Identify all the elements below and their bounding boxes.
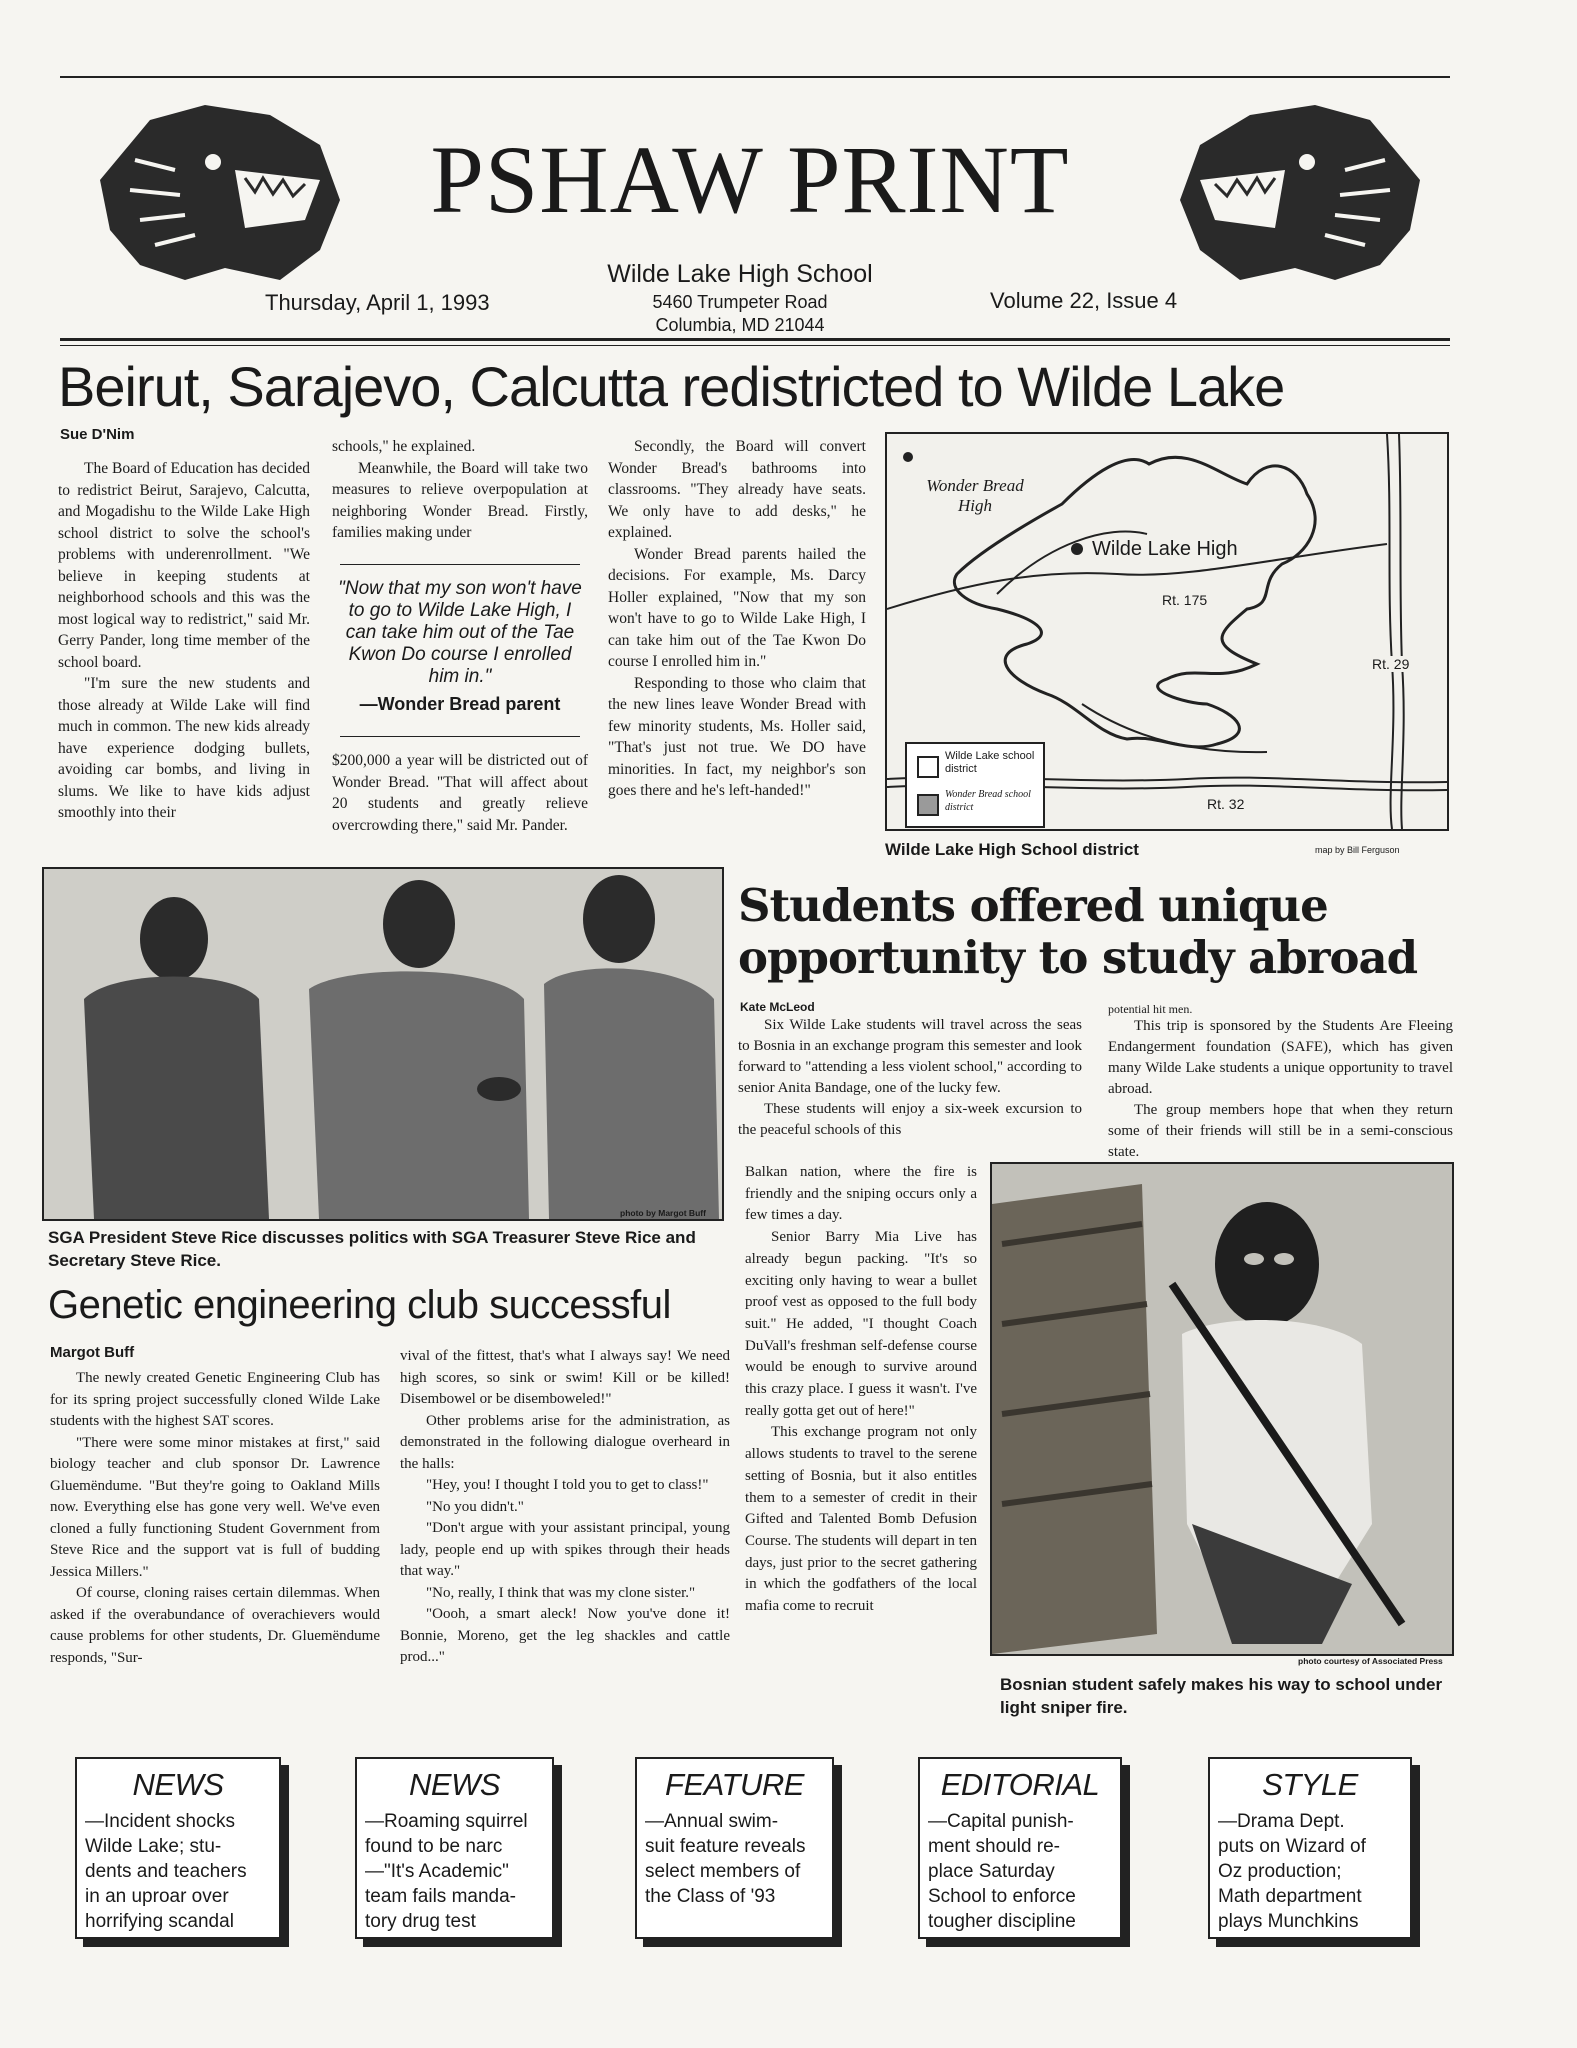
- genetic-paragraph: The newly created Genetic Engineering Club has for its spring project successfully cloned Wilde Lake students with the highest SAT scores.: [50, 1370, 380, 1429]
- abroad-column-1b: [745, 1162, 977, 1618]
- school-name: Wilde Lake High School: [607, 260, 873, 288]
- pull-quote: "Now that my son won't have to go to Wilde Lake High, I can take him out of the Tae Kwon Do course I enrolled him in.": [338, 578, 582, 687]
- legend-swatch-wonder: [917, 794, 939, 816]
- sga-photo: [42, 867, 724, 1221]
- pull-quote-rule-top: [340, 564, 580, 565]
- teaser-news-2[interactable]: [355, 1757, 554, 1939]
- map-label-rt32: Rt. 32: [1207, 796, 1245, 812]
- issue-date: Thursday, April 1, 1993: [265, 290, 490, 315]
- lead-paragraph: The Board of Education has decided to redistrict Beirut, Sarajevo, Calcutta, and Mogadishu to the Wilde Lake High school district to solve the school's problems with underenrollment. "We believe in keeping students at neighborhood schools and this was the most logical way to redistrict," said Mr. Gerry Pander, long time member of the school board.: [58, 460, 310, 671]
- lead-column-2: [332, 436, 588, 544]
- roaring-wildcat-icon: [1175, 100, 1425, 285]
- school-info: [560, 260, 920, 337]
- school-address: 5460 Trumpeter Road: [652, 292, 828, 312]
- genetic-paragraph: "No, really, I think that was my clone sister.": [426, 1584, 696, 1601]
- genetic-paragraph: Other problems arise for the administration, as demonstrated in the following dialogue overheard in the halls:: [400, 1412, 730, 1472]
- three-students-figure: [44, 869, 722, 1219]
- legend-label-wonder: Wonder Bread school district: [945, 789, 1031, 813]
- abroad-paragraph: Six Wilde Lake students will travel across the seas to Bosnia in an exchange program this semester and look forward to "attending a less violent school," according to senior Anita Bandage, one of the lucky few.: [738, 1017, 1082, 1096]
- genetic-paragraph: "Hey, you! I thought I told you to get to class!": [426, 1477, 709, 1493]
- map-caption: Wilde Lake High School district: [885, 840, 1139, 859]
- lead-paragraph: Responding to those who claim that the new lines leave Wonder Bread with few minority students, Ms. Holler said, "That's just not true. We DO have minorities. In fact, my neighbor's son goes there and he's left-handed!": [608, 674, 866, 799]
- lead-paragraph: Wonder Bread parents hailed the decisions. For example, Ms. Darcy Holler explained, "Now that my son won't have to go to Wilde Lake High, I can take him out of the Tae Kwon Do course I enrolled him in.": [608, 545, 866, 670]
- masked-student-figure: [992, 1164, 1452, 1654]
- teaser-style[interactable]: [1208, 1757, 1412, 1939]
- genetic-byline: Margot Buff: [50, 1344, 135, 1361]
- genetic-paragraph: "Don't argue with your assistant principal, young lady, people end up with spikes through their heads that way.": [400, 1520, 730, 1579]
- teaser-title: NEWS: [409, 1767, 500, 1802]
- sga-photo-caption: SGA President Steve Rice discusses politics with SGA Treasurer Steve Rice and Secretary Steve Rice.: [48, 1228, 696, 1270]
- map-label-rt29: Rt. 29: [1372, 656, 1410, 672]
- lead-paragraph: "I'm sure the new students and those already at Wilde Lake will find much in common. The new kids already have experience dodging bullets, avoiding car bombs, and living in slums. We like to have kids adjust smoothly into their: [58, 675, 310, 821]
- abroad-paragraph: This trip is sponsored by the Students Are Fleeing Endangerment foundation (SAFE), which has given many Wilde Lake students a unique opportunity to travel abroad.: [1108, 1018, 1453, 1097]
- abroad-paragraph: potential hit men.: [1108, 1002, 1193, 1016]
- lead-paragraph: Secondly, the Board will convert Wonder Bread's bathrooms into classrooms. "They already have seats. We only have to add desks," he explained.: [608, 438, 866, 541]
- school-city: Columbia, MD 21044: [655, 315, 825, 335]
- teaser-body: —Incident shocks Wilde Lake; stu- dents and teachers in an uproar over horrifying scandal: [85, 1811, 247, 1932]
- abroad-column-1: [738, 1015, 1082, 1141]
- genetic-paragraph: "There were some minor mistakes at first," said biology teacher and club sponsor Dr. Lawrence Gluemëndume. "But they're going to Oakland Mills now. Everything else has gone very well. We've even cloned a fully functioning Student Government from Steve Rice and the support vat is full of budding Jessica Millers.": [50, 1434, 380, 1580]
- map-credit: map by Bill Ferguson: [1315, 845, 1400, 855]
- abroad-paragraph: Senior Barry Mia Live has already begun packing. "It's so exciting only having to wear a bullet proof vest as opposed to the full body suit." He added, "I thought Coach DuVall's freshman self-defense course would be enough to survive around this crazy place. I guess it wasn't. I've really gotta get out of here!": [745, 1229, 977, 1419]
- teaser-title: NEWS: [132, 1767, 224, 1802]
- abroad-headline: Students offered unique opportunity to study abroad: [738, 879, 1418, 984]
- genetic-paragraph: "Oooh, a smart aleck! Now you've done it! Bonnie, Moreno, get the leg shackles and cattle prod...": [400, 1606, 730, 1665]
- lead-headline: Beirut, Sarajevo, Calcutta redistricted to Wilde Lake: [58, 355, 1285, 418]
- map-label-wonder-bread: Wonder Bread High: [919, 476, 1031, 516]
- legend-label-wilde: Wilde Lake school district: [945, 750, 1035, 775]
- lead-paragraph: $200,000 a year will be districted out of Wonder Bread. "That will affect about 20 students and greatly relieve overcrowding there," said Mr. Pander.: [332, 752, 588, 834]
- abroad-paragraph: These students will enjoy a six-week excursion to the peaceful schools of this: [738, 1101, 1082, 1138]
- genetic-paragraph: Of course, cloning raises certain dilemmas. When asked if the overabundance of overachievers would cause problems for other students, Dr. Gluemëndume responds, "Sur-: [50, 1585, 380, 1666]
- teaser-body: —Annual swim- suit feature reveals select members of the Class of '93: [645, 1811, 806, 1907]
- genetic-column-2: [400, 1346, 730, 1669]
- roaring-wildcat-icon: [95, 100, 345, 285]
- map-label-rt175: Rt. 175: [1162, 592, 1208, 608]
- masthead-rule-thin: [60, 345, 1450, 346]
- pull-quote-attribution: —Wonder Bread parent: [359, 694, 561, 714]
- pull-quote-rule-bottom: [340, 736, 580, 737]
- bosnia-photo-credit: photo courtesy of Associated Press: [1298, 1656, 1443, 1666]
- teaser-body: —Drama Dept. puts on Wizard of Oz production; Math department plays Munchkins: [1218, 1811, 1366, 1932]
- abroad-paragraph: This exchange program not only allows students to travel to the serene setting of Bosnia, but it also entitles them to a semester of credit in their Gifted and Talented Bomb Defusion Course. The students will depart in ten days, just prior to the secret gathering in which the godfathers of the local mafia come to recruit: [745, 1424, 977, 1615]
- masthead-rule: [60, 338, 1450, 341]
- abroad-paragraph: Balkan nation, where the fire is friendly and the sniping occurs only a few times a day.: [745, 1164, 977, 1224]
- map-label-wilde-lake: Wilde Lake High: [1092, 538, 1238, 560]
- bosnia-photo-caption: Bosnian student safely makes his way to school under light sniper fire.: [1000, 1675, 1443, 1717]
- teaser-feature[interactable]: [635, 1757, 834, 1939]
- teaser-body: —Roaming squirrel found to be narc —"It's Academic" team fails manda- tory drug test: [365, 1811, 528, 1932]
- abroad-paragraph: The group members hope that when they return some of their friends will still be in a semi-conscious state.: [1108, 1102, 1453, 1160]
- genetic-paragraph: "No you didn't.": [426, 1498, 524, 1515]
- genetic-column-1: [50, 1368, 380, 1669]
- abroad-byline: Kate McLeod: [740, 1000, 815, 1014]
- teaser-news-1[interactable]: [75, 1757, 281, 1939]
- teaser-title: FEATURE: [665, 1767, 804, 1802]
- district-map: [885, 432, 1449, 831]
- lead-paragraph: Meanwhile, the Board will take two measures to relieve overpopulation at neighboring Wonder Bread. Firstly, families making under: [332, 459, 588, 541]
- teaser-editorial[interactable]: [918, 1757, 1122, 1939]
- lead-paragraph: schools," he explained.: [332, 438, 476, 455]
- volume-issue: Volume 22, Issue 4: [990, 288, 1178, 313]
- genetic-paragraph: vival of the fittest, that's what I always say! We need high scores, so sink or swim! Kill or be killed! Disembowel or be disemboweled!": [400, 1348, 730, 1407]
- abroad-column-2: [1108, 1002, 1453, 1163]
- lead-byline: Sue D'Nim: [60, 426, 135, 443]
- bosnia-photo: [990, 1162, 1454, 1656]
- legend-swatch-wilde: [917, 756, 939, 778]
- sga-photo-credit: photo by Margot Buff: [620, 1208, 706, 1218]
- genetic-headline: Genetic engineering club successful: [48, 1283, 671, 1327]
- newspaper-title: PSHAW PRINT: [430, 126, 1070, 233]
- lead-column-3: [608, 436, 866, 802]
- teaser-title: EDITORIAL: [940, 1767, 1100, 1802]
- teaser-title: STYLE: [1262, 1767, 1358, 1802]
- lead-column-2b: [332, 750, 588, 836]
- lead-column-1: [58, 458, 310, 824]
- map-legend: [905, 742, 1045, 828]
- top-rule: [60, 76, 1450, 78]
- teaser-body: —Capital punish- ment should re- place Saturday School to enforce tougher discipline: [928, 1811, 1076, 1932]
